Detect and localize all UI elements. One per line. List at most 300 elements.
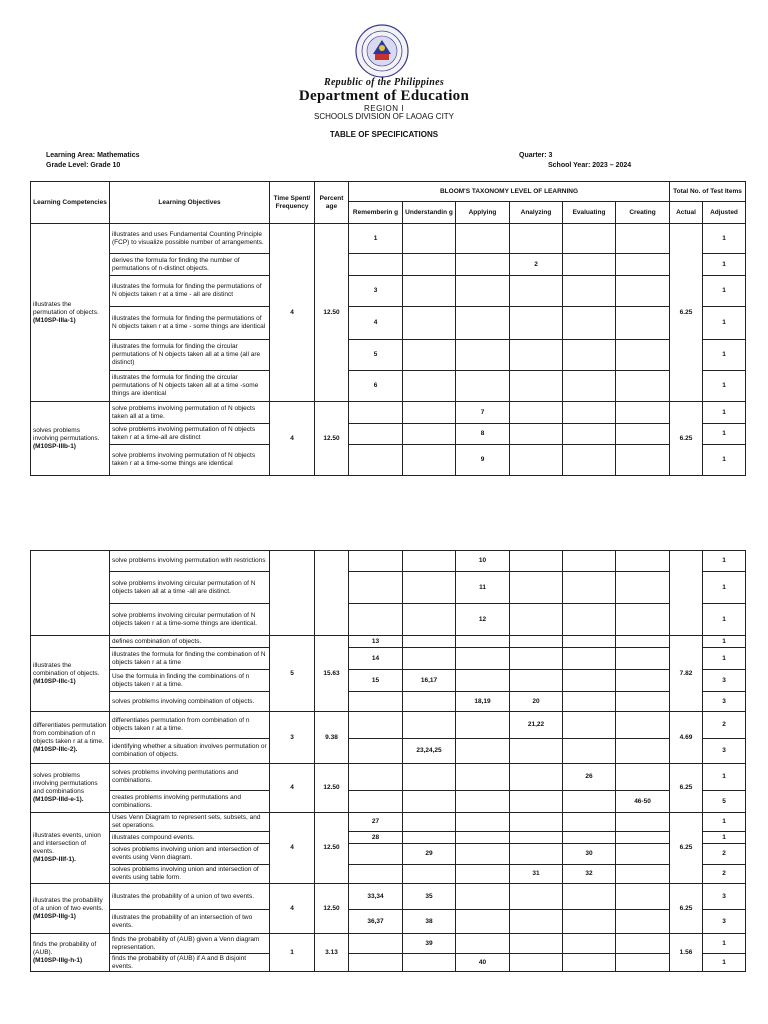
objective-cell: solves problems involving union and intersection of events using table form. bbox=[110, 865, 270, 884]
objective-cell: illustrates the formula for finding the permutations of N objects taken r at a time - all are distinct bbox=[110, 276, 270, 307]
item-cell-eva bbox=[563, 424, 616, 445]
table-row bbox=[31, 813, 746, 832]
department-heading: Department of Education bbox=[298, 88, 470, 104]
item-cell-eva bbox=[563, 572, 616, 604]
competency-text: illustrates events, union and intersection of events. bbox=[33, 832, 101, 855]
item-cell-cre: 46-50 bbox=[616, 791, 670, 813]
adjusted-cell: 1 bbox=[703, 424, 746, 445]
item-cell-rem bbox=[349, 712, 403, 739]
objective-cell: solve problems involving circular permutation of N objects taken all at a time -all are distinct. bbox=[110, 572, 270, 604]
table-row bbox=[31, 844, 746, 865]
division-heading: SCHOOLS DIVISION OF LAOAG CITY bbox=[313, 112, 455, 121]
item-cell-rem bbox=[349, 551, 403, 572]
item-cell-eva bbox=[563, 402, 616, 424]
item-cell-ana bbox=[510, 739, 563, 764]
item-cell-rem bbox=[349, 424, 403, 445]
header-applying: Applying bbox=[456, 202, 510, 224]
adjusted-cell: 3 bbox=[703, 739, 746, 764]
region-heading: REGION I bbox=[363, 104, 404, 113]
table-row bbox=[31, 648, 746, 670]
adjusted-cell: 1 bbox=[703, 445, 746, 476]
competency-code: (M10SP-IIIg-h-1) bbox=[33, 956, 83, 964]
item-cell-und bbox=[403, 572, 456, 604]
header-adjusted: Adjusted bbox=[703, 202, 746, 224]
item-cell-rem bbox=[349, 844, 403, 865]
table-row bbox=[31, 340, 746, 371]
time-cell: 4 bbox=[270, 813, 315, 884]
item-cell-cre bbox=[616, 954, 670, 972]
item-cell-ana bbox=[510, 636, 563, 648]
time-cell: 4 bbox=[270, 764, 315, 813]
objective-cell: Uses Venn Diagram to represent sets, subsets, and set operations. bbox=[110, 813, 270, 832]
item-cell-ana bbox=[510, 445, 563, 476]
competency-code: (M10SP-IIIa-1) bbox=[33, 316, 76, 324]
objective-cell: Use the formula in finding the combinations of n objects taken r at a time. bbox=[110, 670, 270, 692]
item-cell-und: 38 bbox=[403, 910, 456, 934]
item-cell-und bbox=[403, 402, 456, 424]
adjusted-cell: 1 bbox=[703, 954, 746, 972]
objective-cell: creates problems involving permutations and combinations. bbox=[110, 791, 270, 813]
competency-text: illustrates the permutation of objects. bbox=[33, 300, 99, 316]
item-cell-eva bbox=[563, 254, 616, 276]
time-cell: 4 bbox=[270, 224, 315, 402]
actual-cell bbox=[670, 551, 703, 636]
percent-cell: 15.63 bbox=[315, 636, 349, 712]
competency-text: illustrates the probability of a union of two events. bbox=[33, 896, 104, 912]
item-cell-eva bbox=[563, 954, 616, 972]
objective-cell: solve problems involving circular permutation of N objects taken r at a time-some things are identical. bbox=[110, 604, 270, 636]
item-cell-eva bbox=[563, 371, 616, 402]
adjusted-cell: 1 bbox=[703, 764, 746, 791]
actual-cell: 4.69 bbox=[670, 712, 703, 764]
time-cell: 3 bbox=[270, 712, 315, 764]
objective-cell: solves problems involving permutations and combinations. bbox=[110, 764, 270, 791]
item-cell-ana bbox=[510, 832, 563, 844]
item-cell-rem bbox=[349, 692, 403, 712]
time-cell: 4 bbox=[270, 402, 315, 476]
item-cell-und bbox=[403, 551, 456, 572]
item-cell-eva bbox=[563, 832, 616, 844]
objective-cell: solve problems involving permutation of N objects taken all at a time. bbox=[110, 402, 270, 424]
item-cell-cre bbox=[616, 254, 670, 276]
item-cell-ana bbox=[510, 572, 563, 604]
item-cell-app bbox=[456, 934, 510, 954]
percent-cell: 12.50 bbox=[315, 764, 349, 813]
item-cell-app: 7 bbox=[456, 402, 510, 424]
adjusted-cell: 1 bbox=[703, 254, 746, 276]
item-cell-app bbox=[456, 739, 510, 764]
item-cell-und bbox=[403, 445, 456, 476]
adjusted-cell: 1 bbox=[703, 648, 746, 670]
objective-cell: illustrates the probability of an intersection of two events. bbox=[110, 910, 270, 934]
table-row bbox=[31, 276, 746, 307]
header-analyzing: Analyzing bbox=[510, 202, 563, 224]
competency-code: (M10SP-IIIf-1). bbox=[33, 856, 76, 863]
table-row bbox=[31, 791, 746, 813]
competency-cell bbox=[31, 551, 110, 636]
item-cell-und bbox=[403, 307, 456, 340]
objective-cell: illustrates the formula for finding the permutations of N objects taken r at a time - some things are identical bbox=[110, 307, 270, 340]
table-row bbox=[31, 670, 746, 692]
item-cell-cre bbox=[616, 224, 670, 254]
item-cell-eva bbox=[563, 934, 616, 954]
objective-cell: defines combination of objects. bbox=[110, 636, 270, 648]
deped-seal-icon bbox=[355, 24, 409, 78]
table-row bbox=[31, 307, 746, 340]
item-cell-und bbox=[403, 692, 456, 712]
competency-code: (M10SP-IIIg-1) bbox=[33, 912, 76, 920]
item-cell-und bbox=[403, 636, 456, 648]
item-cell-cre bbox=[616, 445, 670, 476]
item-cell-cre bbox=[616, 307, 670, 340]
item-cell-rem: 4 bbox=[349, 307, 403, 340]
objective-cell: finds the probability of (AUB) if A and B disjoint events. bbox=[110, 954, 270, 972]
item-cell-eva bbox=[563, 791, 616, 813]
item-cell-und bbox=[403, 954, 456, 972]
adjusted-cell: 1 bbox=[703, 340, 746, 371]
item-cell-app: 40 bbox=[456, 954, 510, 972]
item-cell-rem bbox=[349, 445, 403, 476]
item-cell-eva bbox=[563, 813, 616, 832]
item-cell-ana bbox=[510, 402, 563, 424]
item-cell-app: 10 bbox=[456, 551, 510, 572]
item-cell-eva bbox=[563, 739, 616, 764]
item-cell-und bbox=[403, 712, 456, 739]
item-cell-eva bbox=[563, 307, 616, 340]
item-cell-eva bbox=[563, 445, 616, 476]
item-cell-rem bbox=[349, 572, 403, 604]
adjusted-cell: 3 bbox=[703, 884, 746, 910]
competency-cell bbox=[31, 712, 110, 764]
competency-cell bbox=[31, 224, 110, 402]
item-cell-app bbox=[456, 832, 510, 844]
item-cell-cre bbox=[616, 739, 670, 764]
item-cell-und bbox=[403, 865, 456, 884]
item-cell-ana bbox=[510, 934, 563, 954]
item-cell-rem bbox=[349, 402, 403, 424]
item-cell-cre bbox=[616, 371, 670, 402]
item-cell-app bbox=[456, 670, 510, 692]
item-cell-ana: 31 bbox=[510, 865, 563, 884]
actual-cell: 6.25 bbox=[670, 813, 703, 884]
learning-area: Learning Area: Mathematics bbox=[46, 152, 140, 159]
header-understanding: Understandin g bbox=[403, 202, 456, 224]
item-cell-cre bbox=[616, 910, 670, 934]
item-cell-cre bbox=[616, 636, 670, 648]
item-cell-app bbox=[456, 712, 510, 739]
item-cell-ana bbox=[510, 670, 563, 692]
item-cell-ana: 2 bbox=[510, 254, 563, 276]
item-cell-ana bbox=[510, 371, 563, 402]
item-cell-rem: 14 bbox=[349, 648, 403, 670]
table-row bbox=[31, 551, 746, 572]
item-cell-ana: 20 bbox=[510, 692, 563, 712]
adjusted-cell: 3 bbox=[703, 670, 746, 692]
item-cell-cre bbox=[616, 865, 670, 884]
table-row bbox=[31, 910, 746, 934]
table-row bbox=[31, 604, 746, 636]
item-cell-ana bbox=[510, 551, 563, 572]
objective-cell: illustrates the formula for finding the combination of N objects taken r at a time bbox=[110, 648, 270, 670]
header-percent: Percent age bbox=[315, 182, 349, 224]
item-cell-cre bbox=[616, 670, 670, 692]
item-cell-cre bbox=[616, 934, 670, 954]
actual-cell: 6.25 bbox=[670, 402, 703, 476]
adjusted-cell: 1 bbox=[703, 832, 746, 844]
table-row bbox=[31, 445, 746, 476]
item-cell-und bbox=[403, 604, 456, 636]
table-row bbox=[31, 402, 746, 424]
item-cell-rem bbox=[349, 865, 403, 884]
item-cell-app: 12 bbox=[456, 604, 510, 636]
objective-cell: solve problems involving permutation of N objects taken r at a time-some things are identical bbox=[110, 445, 270, 476]
item-cell-app: 9 bbox=[456, 445, 510, 476]
item-cell-und bbox=[403, 254, 456, 276]
adjusted-cell: 2 bbox=[703, 712, 746, 739]
actual-cell: 6.25 bbox=[670, 884, 703, 934]
item-cell-rem: 15 bbox=[349, 670, 403, 692]
table-row bbox=[31, 692, 746, 712]
item-cell-app bbox=[456, 884, 510, 910]
item-cell-cre bbox=[616, 648, 670, 670]
item-cell-app: 18,19 bbox=[456, 692, 510, 712]
item-cell-rem bbox=[349, 791, 403, 813]
adjusted-cell: 1 bbox=[703, 572, 746, 604]
item-cell-ana bbox=[510, 648, 563, 670]
objective-cell: solve problems involving permutation of N objects taken r at a time-all are distinct bbox=[110, 424, 270, 445]
adjusted-cell: 1 bbox=[703, 402, 746, 424]
competency-cell bbox=[31, 636, 110, 712]
competency-text: illustrates the combination of objects. bbox=[33, 661, 100, 677]
item-cell-ana bbox=[510, 910, 563, 934]
item-cell-app bbox=[456, 791, 510, 813]
item-cell-und bbox=[403, 832, 456, 844]
adjusted-cell: 2 bbox=[703, 844, 746, 865]
item-cell-rem: 1 bbox=[349, 224, 403, 254]
competency-text: solves problems involving permutations and combinations bbox=[33, 772, 98, 795]
item-cell-und: 23,24,25 bbox=[403, 739, 456, 764]
item-cell-cre bbox=[616, 832, 670, 844]
item-cell-cre bbox=[616, 424, 670, 445]
competency-code: (M10SP-IIIc-2). bbox=[33, 745, 78, 753]
item-cell-rem: 6 bbox=[349, 371, 403, 402]
competency-cell bbox=[31, 402, 110, 476]
adjusted-cell: 1 bbox=[703, 224, 746, 254]
item-cell-cre bbox=[616, 884, 670, 910]
item-cell-cre bbox=[616, 604, 670, 636]
item-cell-und: 35 bbox=[403, 884, 456, 910]
item-cell-rem: 33,34 bbox=[349, 884, 403, 910]
republic-heading: Republic of the Philippines bbox=[323, 77, 445, 88]
competency-cell bbox=[31, 813, 110, 884]
competency-code: (M10SP-IIId-e-1). bbox=[33, 796, 84, 803]
item-cell-und bbox=[403, 648, 456, 670]
header-creating: Creating bbox=[616, 202, 670, 224]
item-cell-und bbox=[403, 764, 456, 791]
header-blooms: BLOOM'S TAXONOMY LEVEL OF LEARNING bbox=[349, 182, 670, 202]
adjusted-cell: 2 bbox=[703, 865, 746, 884]
item-cell-und: 16,17 bbox=[403, 670, 456, 692]
percent-cell: 12.50 bbox=[315, 402, 349, 476]
item-cell-ana bbox=[510, 791, 563, 813]
table-row bbox=[31, 254, 746, 276]
objective-cell: illustrates and uses Fundamental Counting Principle (FCP) to visualize possible number of arrangements. bbox=[110, 224, 270, 254]
percent-cell: 12.50 bbox=[315, 884, 349, 934]
actual-cell: 6.25 bbox=[670, 764, 703, 813]
item-cell-app bbox=[456, 276, 510, 307]
item-cell-ana bbox=[510, 307, 563, 340]
adjusted-cell: 5 bbox=[703, 791, 746, 813]
actual-cell: 1.56 bbox=[670, 934, 703, 972]
item-cell-app: 11 bbox=[456, 572, 510, 604]
item-cell-eva bbox=[563, 276, 616, 307]
item-cell-und bbox=[403, 276, 456, 307]
header-objectives: Learning Objectives bbox=[110, 182, 270, 224]
item-cell-und bbox=[403, 224, 456, 254]
header-total: Total No. of Test Items bbox=[670, 182, 746, 202]
competency-cell bbox=[31, 764, 110, 813]
item-cell-app bbox=[456, 910, 510, 934]
adjusted-cell: 1 bbox=[703, 934, 746, 954]
item-cell-ana bbox=[510, 813, 563, 832]
table-row bbox=[31, 865, 746, 884]
item-cell-cre bbox=[616, 572, 670, 604]
objective-cell: illustrates compound events. bbox=[110, 832, 270, 844]
item-cell-und: 39 bbox=[403, 934, 456, 954]
item-cell-und bbox=[403, 340, 456, 371]
grade-level: Grade Level: Grade 10 bbox=[46, 162, 121, 169]
actual-cell: 7.82 bbox=[670, 636, 703, 712]
objective-cell: differentiates permutation from combination of n objects taken r at a time. bbox=[110, 712, 270, 739]
table-row bbox=[31, 572, 746, 604]
item-cell-eva: 26 bbox=[563, 764, 616, 791]
header-evaluating: Evaluating bbox=[563, 202, 616, 224]
time-cell: 4 bbox=[270, 884, 315, 934]
competency-code: (M10SP-IIIb-1) bbox=[33, 442, 76, 450]
item-cell-eva bbox=[563, 648, 616, 670]
specification-table-page1 bbox=[30, 181, 746, 476]
table-row bbox=[31, 636, 746, 648]
header-competencies: Learning Competencies bbox=[31, 182, 110, 224]
item-cell-cre bbox=[616, 551, 670, 572]
table-row bbox=[31, 424, 746, 445]
item-cell-rem bbox=[349, 254, 403, 276]
header-time: Time Spent/ Frequency bbox=[270, 182, 315, 224]
objective-cell: illustrates the formula for finding the circular permutations of N objects taken all at a time -some things are identical bbox=[110, 371, 270, 402]
item-cell-app bbox=[456, 254, 510, 276]
table-row bbox=[31, 832, 746, 844]
objective-cell: solves problems involving combination of objects. bbox=[110, 692, 270, 712]
item-cell-ana bbox=[510, 276, 563, 307]
item-cell-eva bbox=[563, 224, 616, 254]
item-cell-app bbox=[456, 371, 510, 402]
table-row bbox=[31, 224, 746, 254]
item-cell-rem: 5 bbox=[349, 340, 403, 371]
item-cell-rem: 13 bbox=[349, 636, 403, 648]
objective-cell: solves problems involving union and intersection of events using Venn diagram. bbox=[110, 844, 270, 865]
item-cell-app bbox=[456, 813, 510, 832]
item-cell-eva bbox=[563, 670, 616, 692]
item-cell-cre bbox=[616, 813, 670, 832]
table-row bbox=[31, 954, 746, 972]
item-cell-app bbox=[456, 340, 510, 371]
item-cell-eva bbox=[563, 340, 616, 371]
item-cell-cre bbox=[616, 764, 670, 791]
objective-cell: derives the formula for finding the number of permutations of n-distinct objects. bbox=[110, 254, 270, 276]
item-cell-eva bbox=[563, 692, 616, 712]
item-cell-rem bbox=[349, 954, 403, 972]
objective-cell: solve problems involving permutation with restrictions bbox=[110, 551, 270, 572]
item-cell-cre bbox=[616, 340, 670, 371]
competency-text: finds the probability of (AUB). bbox=[33, 940, 97, 956]
item-cell-ana bbox=[510, 884, 563, 910]
item-cell-app bbox=[456, 865, 510, 884]
table-row bbox=[31, 764, 746, 791]
adjusted-cell: 3 bbox=[703, 692, 746, 712]
item-cell-und: 29 bbox=[403, 844, 456, 865]
item-cell-rem: 3 bbox=[349, 276, 403, 307]
item-cell-app: 8 bbox=[456, 424, 510, 445]
item-cell-eva bbox=[563, 551, 616, 572]
item-cell-cre bbox=[616, 712, 670, 739]
item-cell-rem bbox=[349, 764, 403, 791]
objective-cell: identifying whether a situation involves permutation or combination of objects. bbox=[110, 739, 270, 764]
adjusted-cell: 1 bbox=[703, 307, 746, 340]
item-cell-rem bbox=[349, 934, 403, 954]
objective-cell: illustrates the formula for finding the circular permutations of N objects taken all at a time (all are distinct) bbox=[110, 340, 270, 371]
item-cell-app bbox=[456, 648, 510, 670]
time-cell: 5 bbox=[270, 636, 315, 712]
item-cell-app bbox=[456, 307, 510, 340]
item-cell-und bbox=[403, 424, 456, 445]
item-cell-eva: 32 bbox=[563, 865, 616, 884]
item-cell-ana bbox=[510, 224, 563, 254]
adjusted-cell: 1 bbox=[703, 813, 746, 832]
item-cell-ana bbox=[510, 764, 563, 791]
item-cell-und bbox=[403, 371, 456, 402]
item-cell-app bbox=[456, 844, 510, 865]
time-cell: 1 bbox=[270, 934, 315, 972]
item-cell-app bbox=[456, 764, 510, 791]
header-actual: Actual bbox=[670, 202, 703, 224]
competency-cell bbox=[31, 934, 110, 972]
competency-code: (M10SP-IIIc-1) bbox=[33, 677, 76, 685]
item-cell-rem bbox=[349, 604, 403, 636]
quarter: Quarter: 3 bbox=[519, 152, 553, 159]
adjusted-cell: 1 bbox=[703, 551, 746, 572]
competency-text: solves problems involving permutations. bbox=[33, 426, 100, 442]
item-cell-ana bbox=[510, 424, 563, 445]
adjusted-cell: 1 bbox=[703, 604, 746, 636]
adjusted-cell: 3 bbox=[703, 910, 746, 934]
adjusted-cell: 1 bbox=[703, 636, 746, 648]
item-cell-eva bbox=[563, 910, 616, 934]
objective-cell: finds the probability of (AUB) given a Venn diagram representation. bbox=[110, 934, 270, 954]
school-year: School Year: 2023 – 2024 bbox=[548, 162, 632, 169]
item-cell-rem: 27 bbox=[349, 813, 403, 832]
item-cell-app bbox=[456, 636, 510, 648]
percent-cell: 3.13 bbox=[315, 934, 349, 972]
item-cell-cre bbox=[616, 402, 670, 424]
percent-cell bbox=[315, 551, 349, 636]
table-row bbox=[31, 884, 746, 910]
item-cell-rem: 28 bbox=[349, 832, 403, 844]
item-cell-cre bbox=[616, 692, 670, 712]
adjusted-cell: 1 bbox=[703, 276, 746, 307]
item-cell-ana bbox=[510, 954, 563, 972]
item-cell-app bbox=[456, 224, 510, 254]
table-row bbox=[31, 712, 746, 739]
